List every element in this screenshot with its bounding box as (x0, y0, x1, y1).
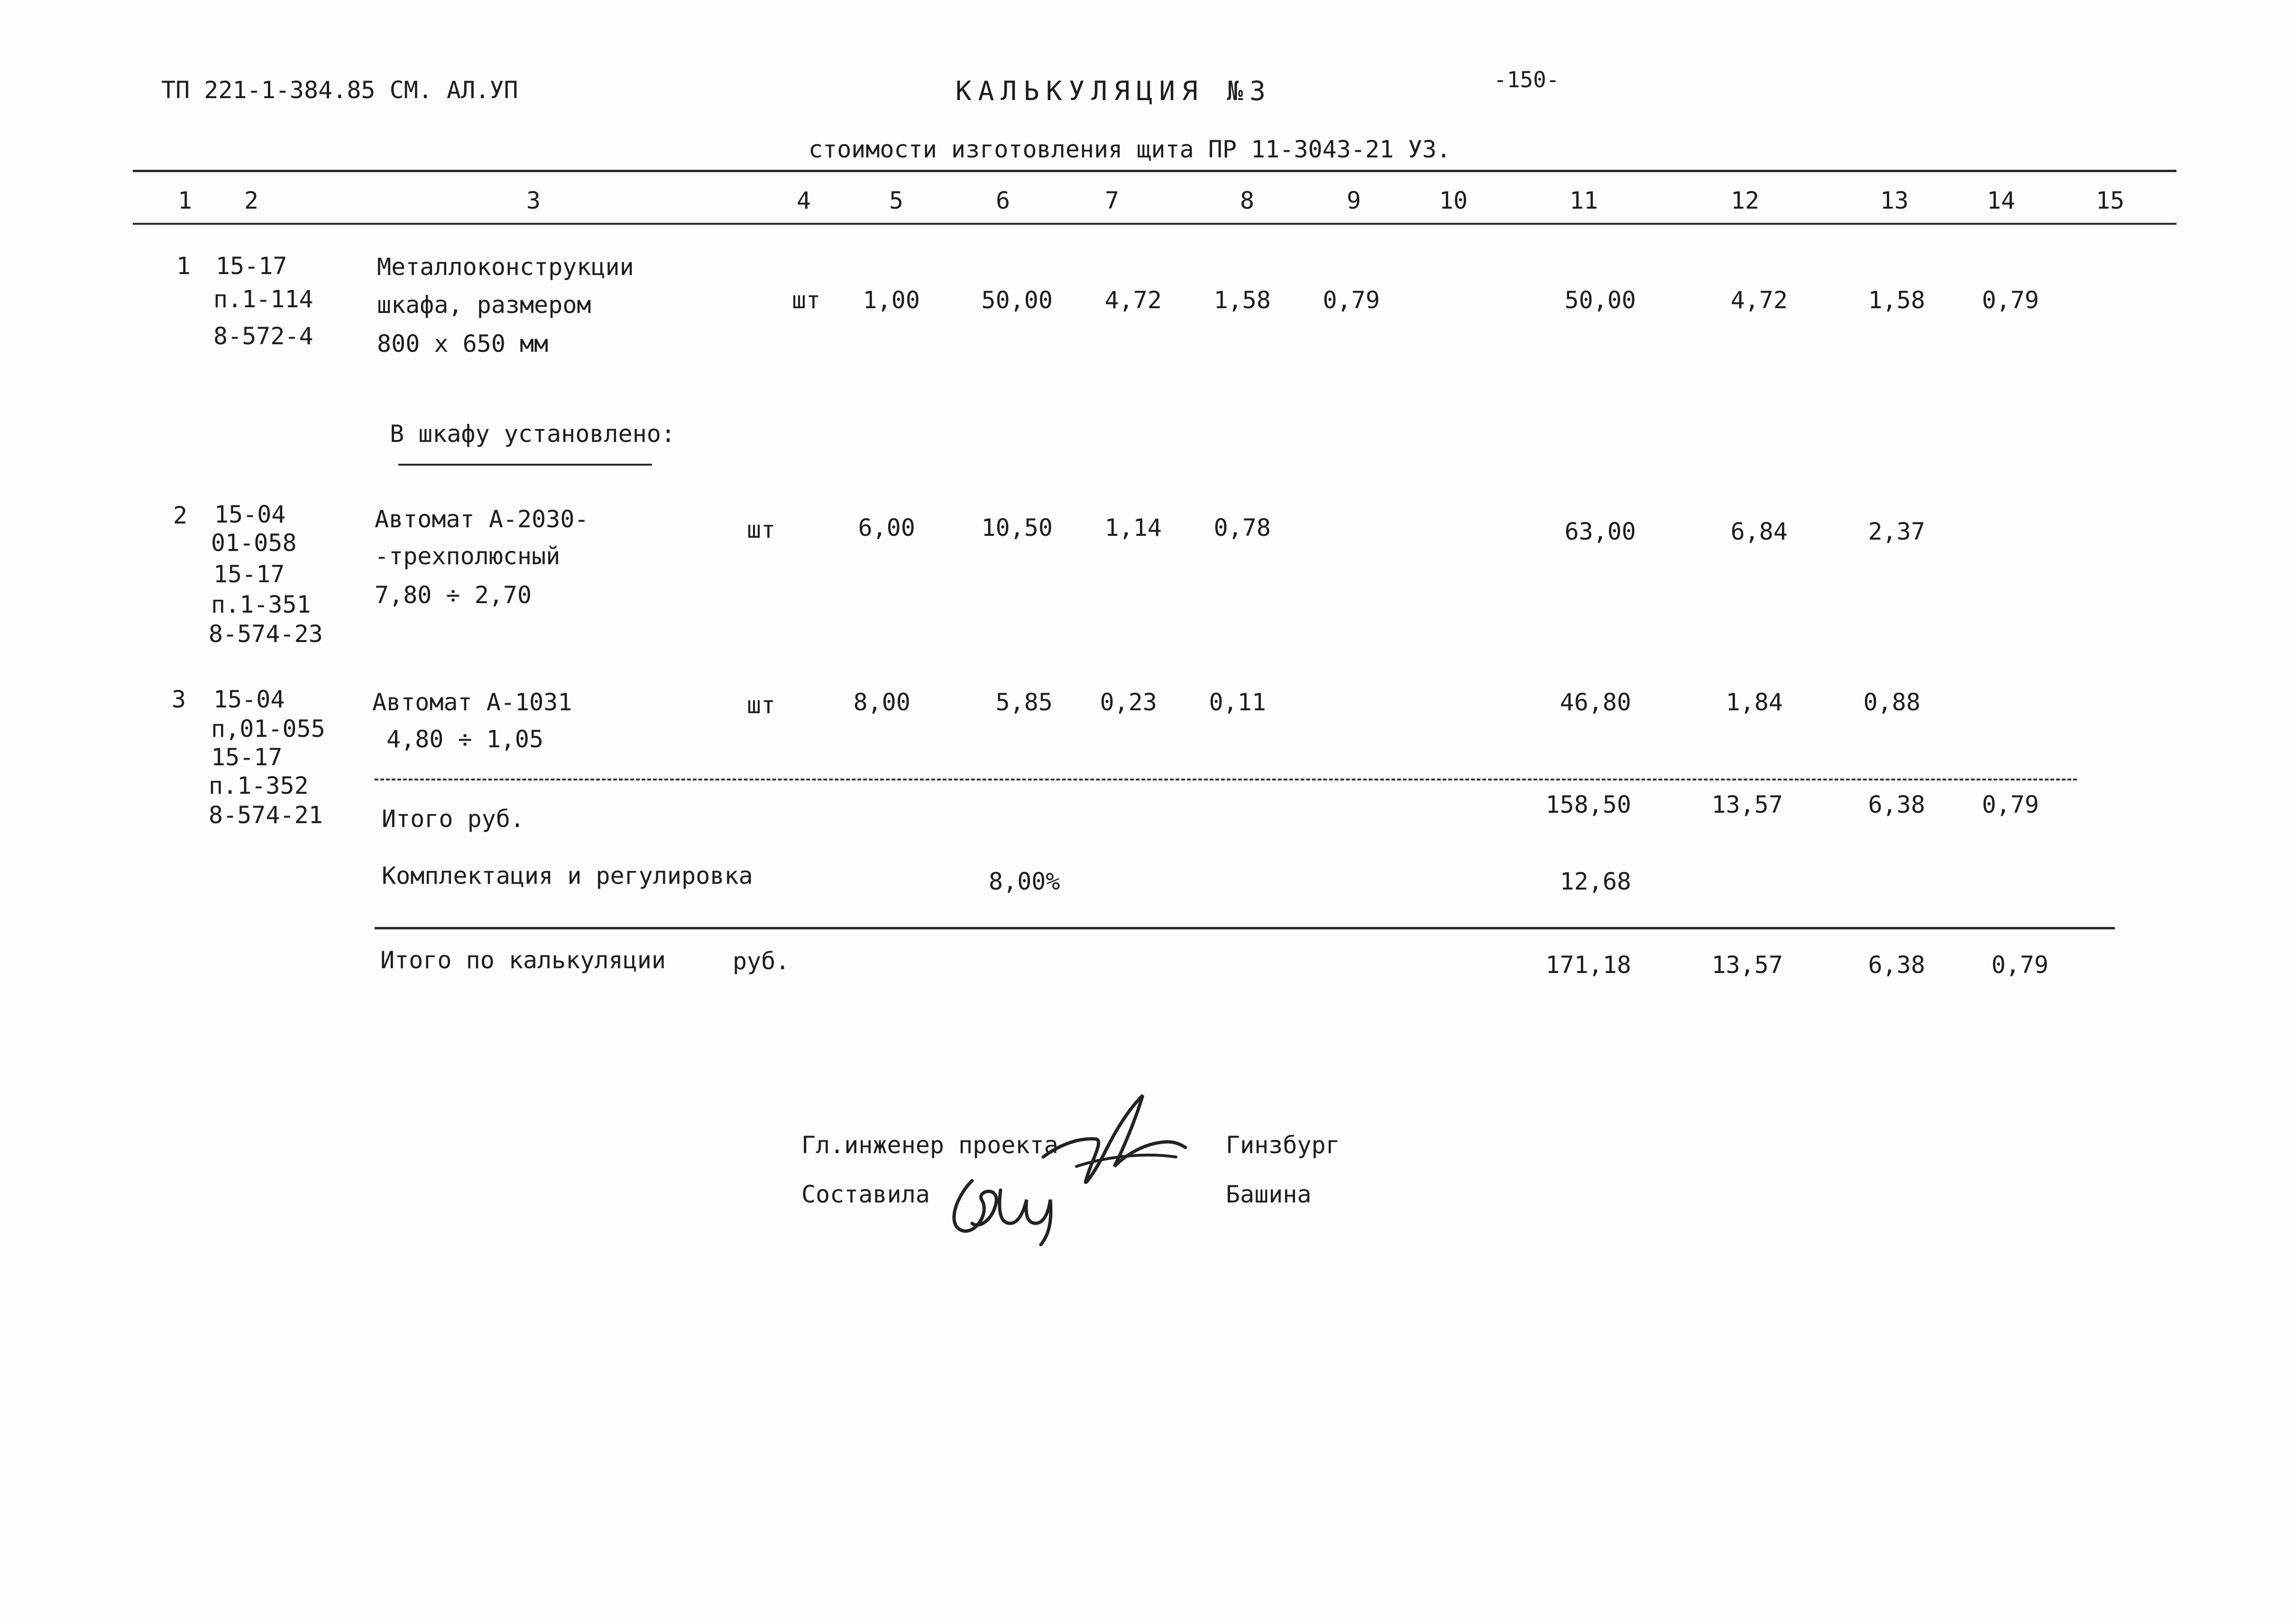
document-title: КАЛЬКУЛЯЦИЯ №3 (955, 76, 1273, 107)
row-col-7: 1,14 (1104, 514, 1162, 541)
row-col-13: 1,58 (1868, 286, 1925, 314)
row-number: 1 (176, 252, 191, 280)
row-col-7: 4,72 (1104, 286, 1162, 314)
row-quantity: 1,00 (863, 286, 920, 314)
row-code: 15-04 (213, 686, 285, 713)
column-number: 13 (1880, 187, 1909, 214)
column-number: 8 (1240, 187, 1255, 214)
table-top-rule (133, 170, 2177, 172)
column-number: 15 (2095, 187, 2125, 214)
grand-total-col-13: 6,38 (1868, 951, 1925, 979)
engineer-name: Гинзбург (1226, 1131, 1340, 1159)
row-description: Автомат А-2030- (375, 505, 589, 533)
row-description: Металлоконструкции (377, 253, 634, 281)
grand-total-col-11: 171,18 (1545, 951, 1631, 979)
column-number: 10 (1439, 187, 1468, 214)
row-code: п,01-055 (211, 715, 325, 743)
column-number: 4 (796, 187, 811, 214)
row-description: 800 х 650 мм (377, 330, 549, 358)
subtotal-label: Итого руб. (382, 805, 525, 833)
grand-total-col-14: 0,79 (1991, 951, 2048, 979)
page-number: -150- (1494, 67, 1560, 92)
row-col-13: 0,88 (1863, 688, 1920, 716)
row-col-11: 50,00 (1564, 286, 1636, 314)
row-col-12: 6,84 (1730, 518, 1788, 545)
row-description: 4,80 ÷ 1,05 (386, 725, 544, 753)
subtotal-col-11: 158,50 (1545, 791, 1631, 818)
row-quantity: 6,00 (858, 514, 915, 541)
column-number: 6 (995, 187, 1010, 214)
row-code: 15-17 (213, 560, 285, 588)
heading-underline (398, 464, 652, 466)
row-description: Автомат А-1031 (372, 688, 572, 716)
column-number: 12 (1730, 187, 1760, 214)
row-code: 8-572-4 (213, 322, 313, 350)
row-description: шкафа, размером (377, 291, 591, 319)
row-col-7: 0,23 (1100, 688, 1157, 716)
row-code: 15-17 (211, 743, 283, 771)
grand-total-col-12: 13,57 (1711, 951, 1783, 979)
engineer-role: Гл.инженер проекта (801, 1131, 1058, 1159)
row-col-12: 1,84 (1726, 688, 1783, 716)
assembly-value: 12,68 (1560, 868, 1631, 895)
row-number: 2 (173, 502, 188, 529)
row-unit: шт (747, 691, 776, 719)
subtotal-col-14: 0,79 (1982, 791, 2039, 818)
row-col-14: 0,79 (1982, 286, 2039, 314)
column-number: 14 (1986, 187, 2016, 214)
row-col-8: 0,11 (1209, 688, 1266, 716)
row-col-6: 5,85 (995, 688, 1053, 716)
column-number: 9 (1346, 187, 1361, 214)
assembly-label: Комплектация и регулировка (382, 862, 753, 890)
row-col-8: 1,58 (1213, 286, 1271, 314)
grand-total-rule (375, 927, 2115, 929)
row-quantity: 8,00 (853, 688, 910, 716)
column-number: 1 (177, 187, 193, 214)
row-col-12: 4,72 (1730, 286, 1788, 314)
column-number: 11 (1569, 187, 1598, 214)
subtotal-rule (375, 779, 2077, 780)
column-number: 2 (244, 187, 259, 214)
subtotal-col-13: 6,38 (1868, 791, 1925, 818)
row-code: п.1-351 (211, 591, 311, 618)
column-number: 3 (526, 187, 541, 214)
row-code: 01-058 (211, 529, 297, 557)
row-code: 15-17 (216, 252, 287, 280)
document-code: ТП 221-1-384.85 СМ. АЛ.УП (161, 76, 518, 104)
assembly-percent: 8,00% (989, 868, 1060, 895)
row-code: 8-574-23 (209, 620, 323, 648)
row-description: 7,80 ÷ 2,70 (375, 581, 532, 609)
compiler-signature-icon (944, 1162, 1086, 1247)
row-number: 3 (172, 686, 186, 713)
row-col-11: 63,00 (1564, 518, 1636, 545)
installed-heading: В шкафу установлено: (390, 420, 676, 448)
row-col-11: 46,80 (1560, 688, 1631, 716)
row-col-6: 50,00 (981, 286, 1053, 314)
row-description: -трехполюсный (375, 542, 560, 570)
compiler-role: Составила (801, 1181, 930, 1208)
row-unit: шт (792, 286, 821, 314)
row-code: п.1-114 (213, 285, 313, 313)
row-code: 8-574-21 (209, 801, 323, 829)
column-number: 7 (1104, 187, 1120, 214)
row-col-9: 0,79 (1322, 286, 1380, 314)
document-subtitle: стоимости изготовления щита ПР 11-3043-21 УЗ. (808, 136, 1451, 163)
table-header-rule (133, 223, 2177, 225)
grand-total-unit: руб. (733, 947, 790, 975)
grand-total-label: Итого по калькуляции (380, 946, 666, 974)
subtotal-col-12: 13,57 (1711, 791, 1783, 818)
row-code: п.1-352 (209, 772, 309, 799)
row-col-8: 0,78 (1213, 514, 1271, 541)
row-col-13: 2,37 (1868, 518, 1925, 545)
compiler-name: Башина (1226, 1181, 1312, 1208)
row-unit: шт (747, 516, 776, 543)
row-code: 15-04 (214, 501, 286, 528)
column-number: 5 (889, 187, 904, 214)
row-col-6: 10,50 (981, 514, 1053, 541)
